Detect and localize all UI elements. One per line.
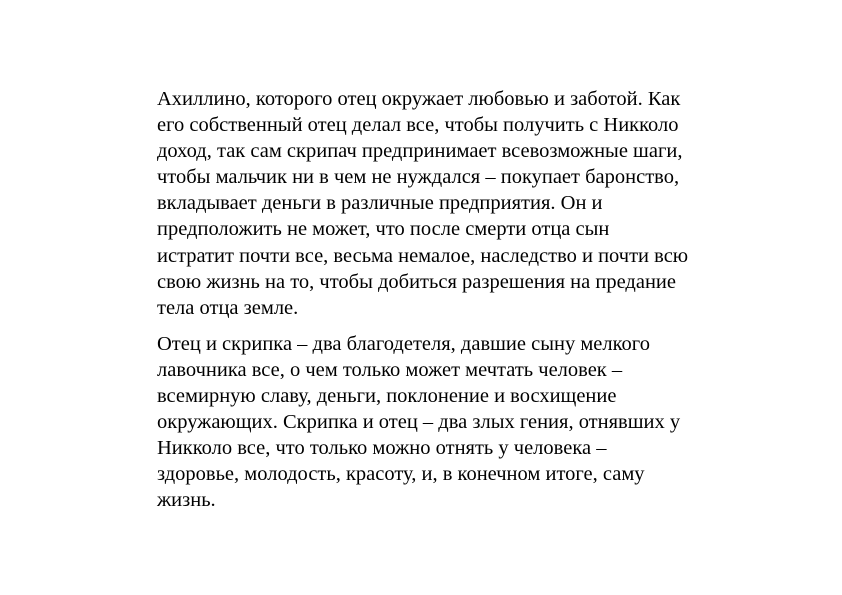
text-line: свою жизнь на то, чтобы добиться разрешения на предание (157, 270, 676, 293)
text-line: предположить не может, что после смерти отца сын (157, 218, 610, 241)
text-line: тела отца земле. (157, 296, 299, 319)
paragraph-2 (157, 331, 737, 514)
text-line: истратит почти все, весьма немалое, наследство и почти всю (157, 244, 689, 267)
text-line: вкладывает деньги в различные предприятия. Он и (157, 192, 603, 215)
document-text (157, 86, 737, 514)
paragraph-1 (157, 86, 737, 321)
text-line: здоровье, молодость, красоту, и, в конечном итоге, саму (157, 463, 645, 486)
text-line: чтобы мальчик ни в чем не нуждался – покупает баронство, (157, 166, 680, 189)
text-line: Отец и скрипка – два благодетеля, давшие сыну мелкого (157, 332, 650, 355)
text-line: лавочника все, о чем только может мечтать человек – (157, 358, 623, 381)
text-line: всемирную славу, деньги, поклонение и восхищение (157, 385, 617, 408)
text-line: его собственный отец делал все, чтобы получить с Никколо (157, 114, 679, 137)
text-line: доход, так сам скрипач предпринимает всевозможные шаги, (157, 140, 683, 163)
text-line: окружающих. Скрипка и отец – два злых гения, отнявших у (157, 411, 681, 434)
text-line: Ахиллино, которого отец окружает любовью и заботой. Как (157, 88, 681, 110)
text-line: жизнь. (157, 489, 216, 512)
text-line: Никколо все, что только можно отнять у человека – (157, 437, 607, 460)
